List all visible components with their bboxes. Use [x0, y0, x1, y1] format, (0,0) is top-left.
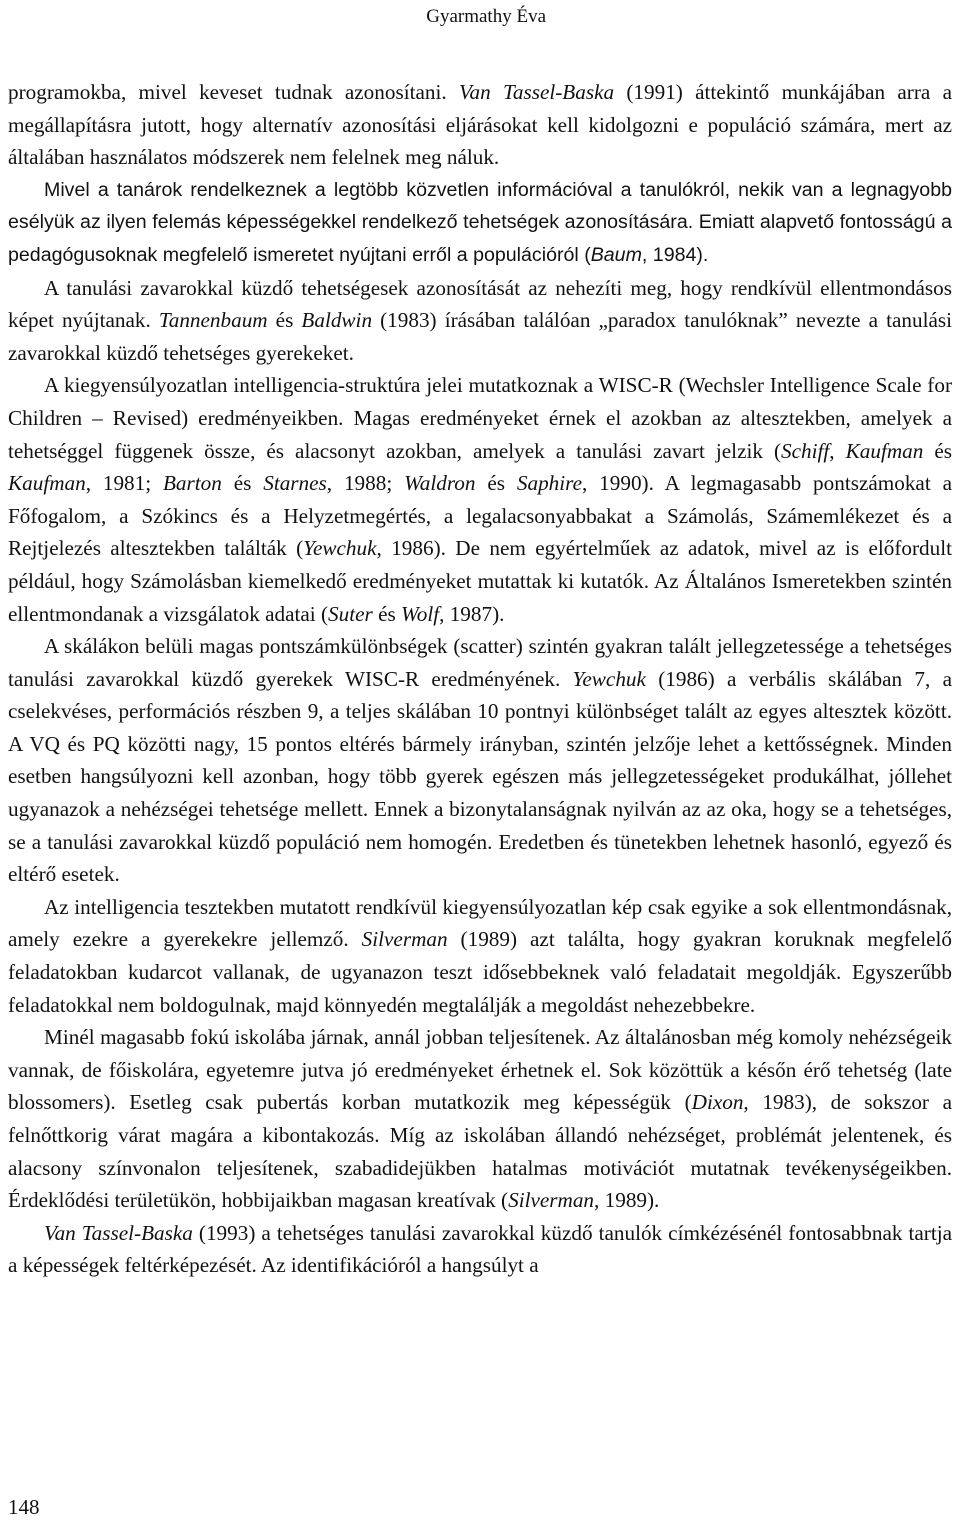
italic-citation: Barton	[162, 471, 222, 496]
paragraph	[8, 174, 952, 272]
running-header: Gyarmathy Éva	[426, 6, 546, 27]
paragraph	[8, 630, 952, 891]
paragraph	[8, 891, 952, 1021]
text-run: , 1987).	[439, 601, 505, 626]
italic-citation: Silverman	[361, 927, 448, 952]
text-run: A kiegyensúlyozatlan intelligencia-struktúra jelei mutatkoznak a WISC-R (Wechsler Intelligence Scale for Children – Revised) eredményeikben. Magas eredményeket érnek el azokban az altesztekben, amelyek a tehetséggel függenek össze, és alacsonyt azokban, amelyek a tanulási zavart jelzik (	[8, 373, 952, 463]
text-run: és	[475, 471, 517, 496]
text-run: és	[267, 308, 302, 333]
text-run: A tanulási zavarokkal küzdő tehetségesek azonosítását az nehezíti meg, hogy rendkívül ellentmondásos képet nyújtanak.	[8, 275, 952, 333]
text-run: és	[372, 601, 402, 626]
paragraph	[8, 76, 952, 174]
text-run: , 1990). A legmagasabb pontszámokat a Főfogalom, a Szókincs és a Helyzetmegértés, a legalacsonyabbakat a Számolás, Számemlékezet és a Rejtjelezés altesztekben találták (	[8, 471, 952, 561]
body-text	[8, 76, 952, 1282]
italic-citation: Dixon	[691, 1090, 744, 1115]
text-run: (1991) áttekintő munkájában arra a megállapításra jutott, hogy alternatív azonosítási eljárásokat kell kidolgozni e populáció számára, mert az általában használatos módszerek nem felelnek meg náluk.	[8, 80, 953, 170]
text-run: , 1981;	[85, 471, 163, 496]
paragraph	[8, 1217, 952, 1282]
italic-citation: Schiff	[781, 438, 830, 463]
italic-citation: Van Tassel-Baska	[44, 1220, 193, 1245]
text-run: ,	[829, 438, 846, 463]
text-run: Az intelligencia tesztekben mutatott rendkívül kiegyensúlyozatlan kép csak egyike a sok ellentmondásnak, amely ezekre a gyerekekre jellemző.	[8, 894, 952, 952]
text-run: és	[221, 471, 264, 496]
page-number: 148	[8, 1495, 40, 1519]
italic-citation: Baum	[590, 243, 642, 266]
text-run: A skálákon belüli magas pontszámkülönbségek (scatter) szintén gyakran talált jellegzetessége a tehetséges tanulási zavarokkal küzdő gyerekek WISC-R eredményének.	[8, 634, 952, 691]
paragraph	[8, 369, 952, 630]
text-run: , 1988;	[326, 471, 405, 496]
italic-citation: Tannenbaum	[158, 308, 268, 333]
italic-citation: Silverman	[508, 1188, 595, 1213]
italic-citation: Baldwin	[301, 308, 373, 333]
italic-citation: Kaufman	[845, 438, 924, 463]
italic-citation: Starnes	[263, 471, 327, 496]
text-run: , 1989).	[594, 1188, 660, 1213]
text-run: (1989) azt találta, hogy gyakran koruknak megfelelő feladatokban kudarcot vallanak, de ugyanazon teszt idősebbeknek való feladatait megoldják. Egyszerűbb feladatokkal nem boldogulnak, majd könnyedén megtalálják a megoldást nehezebbekre.	[8, 927, 952, 1017]
italic-citation: Wolf	[401, 601, 440, 626]
text-run: Minél magasabb fokú iskolába járnak, annál jobban teljesítenek. Az általánosban még komoly nehézségeik vannak, de főiskolára, egyetemre jutva jó eredményeket érhetnek el. Sok közöttük a későn érő tehetség (late blossomers). Esetleg csak pubertás korban mutatkozik meg képességük (	[8, 1025, 952, 1115]
text-run: (1993) a tehetséges tanulási zavarokkal küzdő tanulók címkézésénél fontosabbnak tartja a képességek feltérképezését. Az identifikációról a hangsúlyt a	[8, 1220, 952, 1278]
paragraph	[8, 1021, 952, 1217]
text-run: Mivel a tanárok rendelkeznek a legtöbb közvetlen információval a tanulókról, nekik van a legnagyobb esélyük az ilyen felemás képességekkel rendelkező tehetségek azonosítására. Emiatt alapvető fontosságú a pedagógusoknak megfelelő ismeretet nyújtani erről a populációról (	[8, 178, 952, 266]
paragraph	[8, 272, 952, 370]
text-run: és	[923, 438, 952, 463]
text-run: , 1986). De nem egyértelműek az adatok, mivel az is előfordult például, hogy Számolásban kiemelkedő eredményeket mutattak ki kutatók. Az Általános Ismeretekben szintén ellentmondanak a vizsgálatok adatai (	[8, 536, 952, 626]
italic-citation: Yewchuk	[303, 536, 377, 561]
text-run: (1986) a verbális skálában 7, a cselekvéses, performációs részben 9, a teljes skálában 10 pontnyi különbséget talált az egyes altesztek között. A VQ és PQ közötti nagy, 15 pontos eltérés bármely irányban, szintén jelzője lehet a kettősségnek. Minden esetben hangsúlyozni kell azonban, hogy több gyerek egészen más jellegzetességeket produkálhat, jóllehet ugyanazok a nehézségei tehetsége mellett. Ennek a bizonytalanságnak nyilván az az oka, hogy se a tehetséges, se a tanulási zavarokkal küzdő populáció nem homogén. Eredetben és tünetekben lehetnek hasonló, egyező és eltérő esetek.	[8, 666, 952, 887]
italic-citation: Kaufman	[8, 471, 86, 496]
italic-citation: Yewchuk	[572, 666, 646, 691]
text-run: programokba, mivel keveset tudnak azonosítani.	[8, 80, 459, 104]
text-run: , 1983), de sokszor a felnőttkorig várat magára a kibontakozás. Míg az iskolában állandó nehézséget, problémát jelentenek, és alacsony színvonalon teljesítenek, szabadidejükben hatalmas motivációt mutatnak tevékenységeikben. Érdeklődési területükön, hobbijaikban magasan kreatívak (	[8, 1090, 952, 1213]
italic-citation: Saphire	[516, 471, 582, 496]
italic-citation: Waldron	[404, 471, 476, 496]
text-run: (1983) írásában találóan „paradox tanulóknak” nevezte a tanulási zavarokkal küzdő tehetséges gyerekeket.	[8, 308, 952, 365]
italic-citation: Van Tassel-Baska	[458, 80, 615, 104]
text-run: , 1984).	[641, 243, 709, 266]
italic-citation: Suter	[328, 601, 373, 626]
